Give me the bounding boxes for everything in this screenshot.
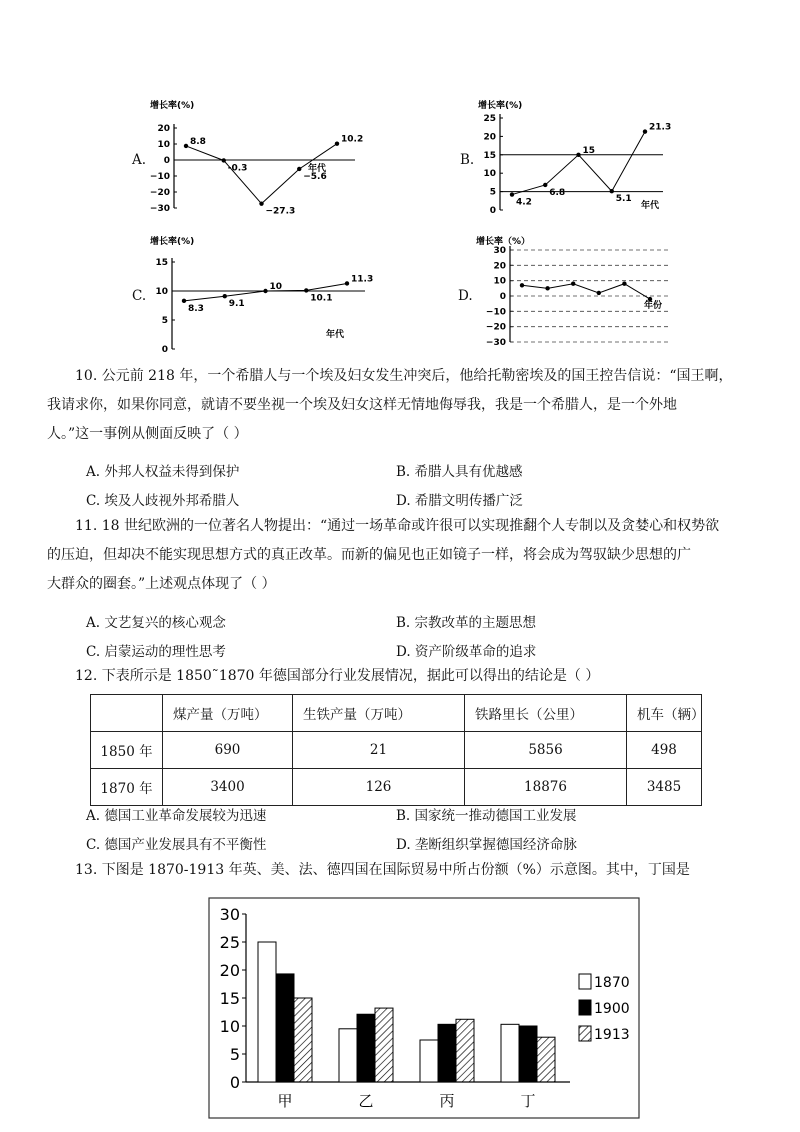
data-label: −27.3 xyxy=(265,206,296,217)
y-axis-title: 增长率(%) xyxy=(150,101,195,111)
q10-line3: 人。”这一事例从侧面反映了（ ） xyxy=(47,426,248,442)
line-chart-a xyxy=(150,98,380,218)
y-tick-label: 20 xyxy=(219,961,240,980)
y-tick-label: 5 xyxy=(489,187,496,198)
line-chart-b xyxy=(478,98,688,218)
data-label: −5.6 xyxy=(303,171,327,182)
data-label: 9.1 xyxy=(228,299,245,310)
data-point xyxy=(622,282,626,286)
data-point xyxy=(545,286,549,290)
q10-option-a: A. 外邦人权益未得到保护 xyxy=(86,464,240,480)
y-axis-title: 增长率(%) xyxy=(150,237,195,247)
data-point xyxy=(263,289,267,293)
table-cell: 21 xyxy=(293,732,465,769)
y-tick-label: 0 xyxy=(499,292,506,302)
data-label: 10 xyxy=(269,282,283,292)
data-label: 10.1 xyxy=(310,293,333,304)
y-tick-label: 15 xyxy=(155,258,168,268)
bar xyxy=(519,1026,537,1082)
series-line xyxy=(522,284,650,299)
series-line xyxy=(512,132,645,195)
q12-option-d: D. 垄断组织掌握德国经济命脉 xyxy=(396,837,577,853)
q10-option-c: C. 埃及人歧视外邦希腊人 xyxy=(86,493,240,509)
legend-label: 1913 xyxy=(594,1027,630,1043)
y-tick-label: 20 xyxy=(493,261,506,272)
q12-option-c: C. 德国产业发展具有不平衡性 xyxy=(86,837,267,853)
legend-swatch xyxy=(579,974,591,989)
data-point xyxy=(222,158,226,162)
data-point xyxy=(576,153,580,157)
q11-option-d: D. 资产阶级革命的追求 xyxy=(396,644,537,660)
y-tick-label: 20 xyxy=(157,124,170,134)
q12-option-a: A. 德国工业革命发展较为迅速 xyxy=(86,808,267,824)
data-point xyxy=(182,299,186,303)
data-point xyxy=(345,281,349,285)
table-header-cell: 生铁产量（万吨） xyxy=(293,695,465,732)
q11-line2: 的压迫，但却决不能实现思想方式的真正改革。而新的偏见也正如镜子一样，将会成为驾驭缺少思想的广 xyxy=(47,547,691,563)
y-tick-label: 0 xyxy=(489,206,496,216)
y-tick-label: −30 xyxy=(150,204,170,214)
x-tick-label: 乙 xyxy=(358,1092,374,1110)
option-a-label: A. xyxy=(132,152,147,168)
table-header-row xyxy=(91,695,702,732)
option-c-label: C. xyxy=(132,288,147,304)
table-cell: 1870 年 xyxy=(91,769,163,806)
x-tick-label: 丙 xyxy=(439,1092,455,1110)
data-point xyxy=(520,283,524,287)
table-header-cell: 煤产量（万吨） xyxy=(163,695,293,732)
bar xyxy=(258,942,276,1082)
q10-line1: 10. 公元前 218 年，一个希腊人与一个埃及妇女发生冲突后，他给托勒密埃及的国王控告信说：“国王啊， xyxy=(75,368,733,384)
y-tick-label: 10 xyxy=(157,140,170,150)
data-point xyxy=(543,183,547,187)
q11-line3: 大群众的圈套。”上述观点体现了（ ） xyxy=(47,576,276,592)
data-point xyxy=(571,282,575,286)
y-tick-label: −20 xyxy=(150,188,170,198)
bar xyxy=(420,1040,438,1082)
data-point xyxy=(223,294,227,298)
bar xyxy=(456,1019,474,1082)
table-cell: 1850 年 xyxy=(91,732,163,769)
y-tick-label: −30 xyxy=(485,338,506,348)
q11-line1: 11. 18 世纪欧洲的一位著名人物提出：“通过一场革命或许很可以实现推翻个人专制以及贪婪心和权势欲 xyxy=(75,518,720,534)
bar-chart-box xyxy=(208,897,640,1123)
x-axis-label: 年代 xyxy=(326,330,345,340)
table-cell: 18876 xyxy=(465,769,627,806)
chart-b xyxy=(478,98,688,222)
table-cell: 3485 xyxy=(627,769,702,806)
bar xyxy=(501,1024,519,1082)
chart-a xyxy=(150,98,380,222)
chart-c xyxy=(150,234,380,363)
data-label: 10.2 xyxy=(341,134,364,145)
data-point xyxy=(610,189,614,193)
bar xyxy=(438,1024,456,1082)
data-label: 11.3 xyxy=(351,274,374,285)
data-point xyxy=(304,288,308,292)
legend-label: 1870 xyxy=(594,975,630,991)
data-point xyxy=(510,192,514,196)
table-header-cell: 机车（辆） xyxy=(627,695,702,732)
table-header-cell: 铁路里长（公里） xyxy=(465,695,627,732)
question-12 xyxy=(75,662,755,691)
y-tick-label: −10 xyxy=(485,307,506,318)
y-tick-label: −20 xyxy=(485,322,506,333)
bar xyxy=(276,974,294,1082)
table-cell: 126 xyxy=(293,769,465,806)
q13-line1: 13. 下图是 1870-1913 年英、美、法、德四国在国际贸易中所占份额（%）示意图。其中，丁国是 xyxy=(75,862,690,878)
y-tick-label: 25 xyxy=(219,933,240,952)
y-tick-label: 30 xyxy=(219,905,240,924)
table-cell: 690 xyxy=(163,732,293,769)
y-tick-label: 15 xyxy=(483,150,496,161)
x-axis-label: 年代 xyxy=(308,164,327,174)
table-header-cell xyxy=(91,695,163,732)
data-label: -0.3 xyxy=(227,163,248,174)
trade-share-bar-chart xyxy=(208,897,640,1119)
table-cell: 5856 xyxy=(465,732,627,769)
q12-line1: 12. 下表所示是 1850˜1870 年德国部分行业发展情况，据此可以得出的结论是（ ） xyxy=(75,668,600,684)
y-tick-label: 5 xyxy=(229,1045,240,1064)
table-row xyxy=(91,732,702,769)
data-label: 4.2 xyxy=(516,197,532,208)
data-label: 6.8 xyxy=(549,187,566,198)
y-tick-label: 5 xyxy=(161,316,168,326)
data-label: 8.8 xyxy=(190,136,206,147)
data-point xyxy=(259,201,263,205)
option-d-label: D. xyxy=(458,288,473,304)
y-tick-label: −10 xyxy=(150,172,170,182)
table-cell: 498 xyxy=(627,732,702,769)
y-tick-label: 30 xyxy=(493,246,506,256)
q10-line2: 我请求你，如果你同意，就请不要坐视一个埃及妇女这样无情地侮辱我，我是一个希腊人，是一个外地 xyxy=(47,397,677,413)
y-tick-label: 0 xyxy=(161,345,168,355)
q11-option-a: A. 文艺复兴的核心观念 xyxy=(86,615,226,631)
y-tick-label: 20 xyxy=(483,132,496,143)
data-label: 5.1 xyxy=(615,194,632,205)
data-label: 21.3 xyxy=(649,122,672,133)
q11-option-b: B. 宗教改革的主题思想 xyxy=(396,615,537,631)
data-label: 15 xyxy=(582,145,596,156)
line-chart-c xyxy=(150,234,380,359)
question-11 xyxy=(47,512,755,599)
y-tick-label: 25 xyxy=(483,114,496,124)
q10-option-d: D. 希腊文明传播广泛 xyxy=(396,493,523,509)
data-point xyxy=(597,291,601,295)
y-tick-label: 10 xyxy=(219,1017,240,1036)
bar xyxy=(537,1037,555,1082)
x-tick-label: 甲 xyxy=(277,1092,293,1110)
y-tick-label: 10 xyxy=(493,276,506,287)
y-tick-label: 0 xyxy=(229,1073,240,1092)
y-axis-title: 增长率(%) xyxy=(478,101,523,111)
legend-swatch xyxy=(579,1000,591,1015)
chart-d xyxy=(476,234,676,353)
y-axis-title: 增长率（%） xyxy=(476,237,531,247)
data-point xyxy=(184,144,188,148)
y-tick-label: 15 xyxy=(219,989,240,1008)
bar xyxy=(294,998,312,1082)
y-tick-label: 0 xyxy=(163,156,170,166)
data-point xyxy=(297,167,301,171)
option-b-label: B. xyxy=(460,152,475,168)
industry-table xyxy=(90,694,705,806)
bar xyxy=(357,1014,375,1082)
q10-option-b: B. 希腊人具有优越感 xyxy=(396,464,523,480)
legend-label: 1900 xyxy=(594,1001,630,1017)
table-row xyxy=(91,769,702,806)
y-tick-label: 10 xyxy=(483,169,496,180)
legend-swatch xyxy=(579,1026,591,1041)
x-tick-label: 丁 xyxy=(520,1092,536,1110)
question-13 xyxy=(75,856,755,885)
x-axis-label: 年份 xyxy=(644,301,663,311)
data-label: 8.3 xyxy=(188,303,204,314)
x-axis-label: 年代 xyxy=(641,201,660,211)
bar xyxy=(339,1029,357,1082)
question-10 xyxy=(47,362,755,449)
q12-option-b: B. 国家统一推动德国工业发展 xyxy=(396,808,577,824)
table-cell: 3400 xyxy=(163,769,293,806)
y-tick-label: 10 xyxy=(155,287,168,297)
data-point xyxy=(643,129,647,133)
data-point xyxy=(335,141,339,145)
bar xyxy=(375,1008,393,1082)
line-chart-d xyxy=(476,234,676,349)
q11-option-c: C. 启蒙运动的理性思考 xyxy=(86,644,226,660)
